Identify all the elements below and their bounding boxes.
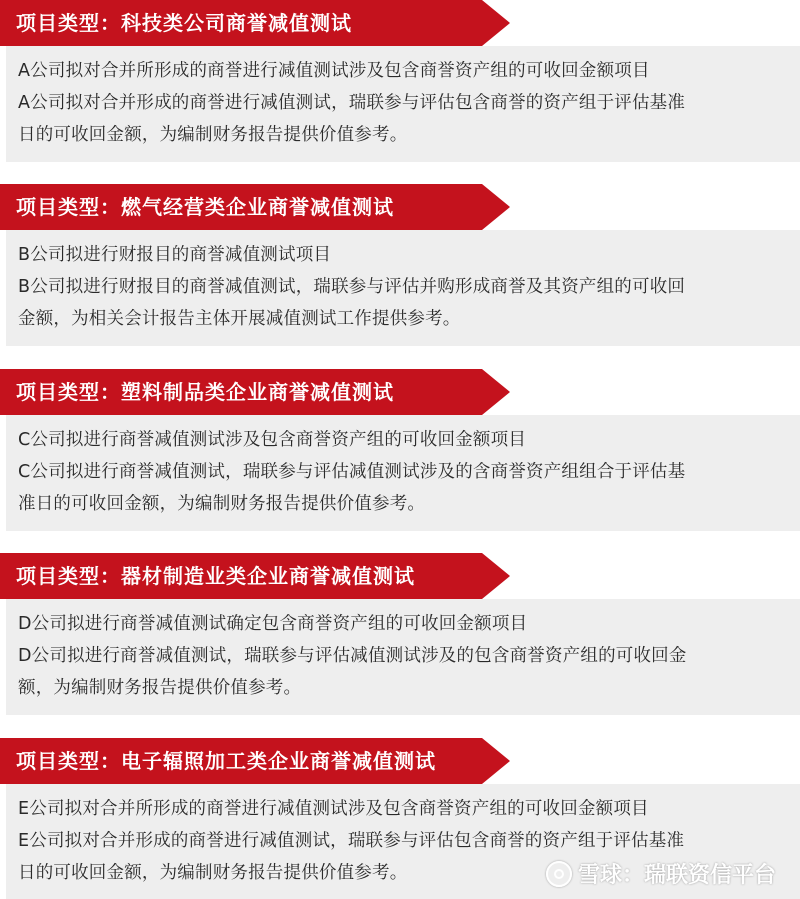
section-title: 项目类型：器材制造业类企业商誉减值测试 [16,564,415,588]
project-section-3 [0,369,800,514]
project-detail-line: C公司拟进行商誉减值测试，瑞联参与评估减值测试涉及的含商誉资产组组合于评估基 [18,462,686,482]
section-description [6,599,800,715]
project-detail-line: A公司拟对合并形成的商誉进行减值测试，瑞联参与评估包含商誉的资产组于评估基准 [18,93,686,113]
section-banner [0,738,510,784]
section-description [6,46,800,162]
project-detail-line: B公司拟进行财报目的商誉减值测试，瑞联参与评估并购形成商誉及其资产组的可收回 [18,277,686,297]
watermark [546,858,776,889]
project-detail-line: 额，为编制财务报告提供价值参考。 [18,678,302,698]
project-detail-line: E公司拟对合并形成的商誉进行减值测试，瑞联参与评估包含商誉的资产组于评估基准 [18,831,685,851]
watermark-text: 雪球：瑞联资信平台 [577,863,776,888]
section-title: 项目类型：科技类公司商誉减值测试 [16,11,352,35]
section-title: 项目类型：电子辐照加工类企业商誉减值测试 [16,749,436,773]
xueqiu-logo-icon [546,861,572,887]
section-banner [0,369,510,415]
project-section-1 [0,0,800,145]
section-title: 项目类型：塑料制品类企业商誉减值测试 [16,380,394,404]
section-banner [0,553,510,599]
project-name: E公司拟对合并所形成的商誉进行减值测试涉及包含商誉资产组的可收回金额项目 [18,799,649,819]
project-name: C公司拟进行商誉减值测试涉及包含商誉资产组的可收回金额项目 [18,430,527,450]
project-detail-line: 准日的可收回金额，为编制财务报告提供价值参考。 [18,494,426,514]
section-banner [0,0,510,46]
section-description [6,230,800,346]
project-name: A公司拟对合并所形成的商誉进行减值测试涉及包含商誉资产组的可收回金额项目 [18,61,650,81]
project-name: B公司拟进行财报目的商誉减值测试项目 [18,245,332,265]
section-description [6,415,800,531]
project-section-2 [0,184,800,329]
project-detail-line: 日的可收回金额，为编制财务报告提供价值参考。 [18,863,408,883]
section-banner [0,184,510,230]
project-section-4 [0,553,800,698]
section-title: 项目类型：燃气经营类企业商誉减值测试 [16,195,394,219]
project-detail-line: D公司拟进行商誉减值测试，瑞联参与评估减值测试涉及的包含商誉资产组的可收回金 [18,646,687,666]
project-name: D公司拟进行商誉减值测试确定包含商誉资产组的可收回金额项目 [18,614,528,634]
project-detail-line: 金额，为相关会计报告主体开展减值测试工作提供参考。 [18,309,461,329]
project-detail-line: 日的可收回金额，为编制财务报告提供价值参考。 [18,125,408,145]
